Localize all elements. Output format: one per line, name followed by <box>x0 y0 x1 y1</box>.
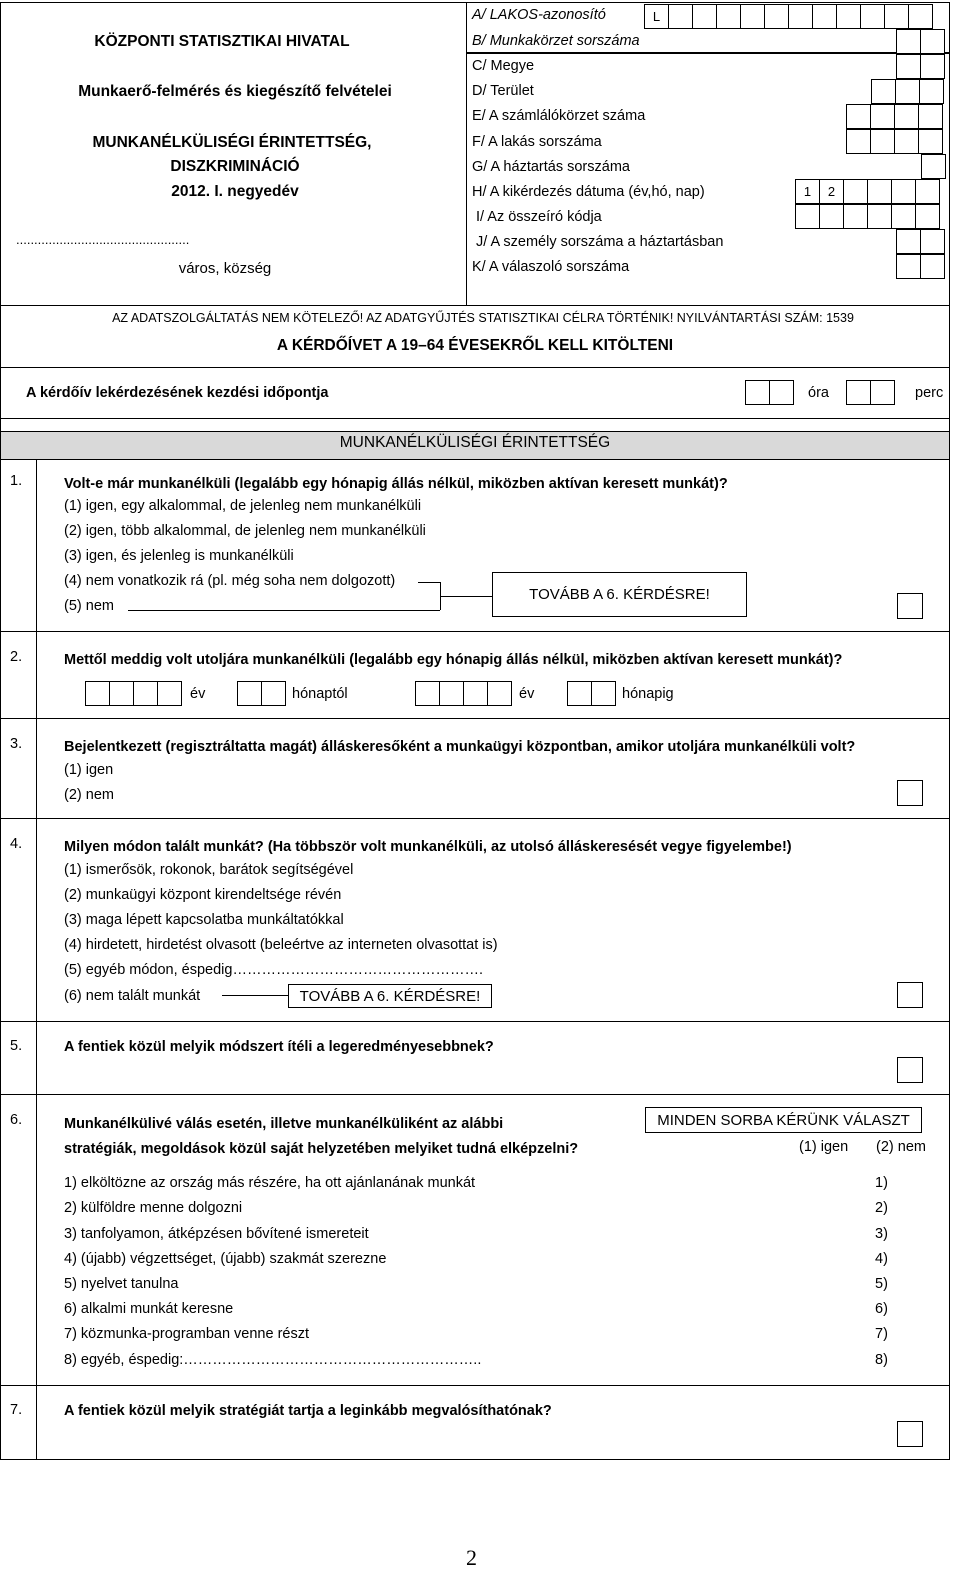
id-cell[interactable] <box>895 79 920 104</box>
q1-bracket-arrow <box>440 596 492 597</box>
q4-option-1: (1) ismerősök, rokonok, barátok segítségével <box>64 862 354 878</box>
q1-option-3: (3) igen, és jelenleg is munkanélküli <box>64 548 294 564</box>
id-b-underline <box>467 52 950 54</box>
id-cell[interactable] <box>870 129 895 154</box>
q1-number: 1. <box>10 473 23 489</box>
q6-answer-no-label: (2) nem <box>876 1139 926 1155</box>
q3-number: 3. <box>10 736 23 752</box>
minute-cell[interactable] <box>870 380 895 405</box>
id-h-label: H/ A kikérdezés dátuma (év,hó, nap) <box>472 184 705 200</box>
q6-item-5-code: 5) <box>875 1276 888 1292</box>
q3-text: Bejelentkezett (regisztráltatta magát) álláskeresőként a munkaügyi központban, amikor utoljára munkanélküli volt? <box>64 739 856 755</box>
q4-answer-box[interactable] <box>897 982 923 1008</box>
q1-skip-box <box>492 572 747 617</box>
id-cell[interactable] <box>915 179 940 204</box>
q1-option-2: (2) igen, több alkalommal, de jelenleg nem munkanélküli <box>64 523 426 539</box>
year-cell[interactable] <box>133 681 158 706</box>
id-cell[interactable] <box>843 179 868 204</box>
q3-answer-box[interactable] <box>897 780 923 806</box>
id-cell[interactable] <box>894 129 919 154</box>
q4-option-3: (3) maga lépett kapcsolatba munkáltatókkal <box>64 912 344 928</box>
id-k-label: K/ A válaszoló sorszáma <box>472 259 630 275</box>
q4-option-5: (5) egyéb módon, éspedig……………………………………………. <box>64 962 483 978</box>
id-cell[interactable] <box>896 229 921 254</box>
q6-item-1-code: 1) <box>875 1175 888 1191</box>
place-dots: ................................................ <box>16 232 190 247</box>
id-b-label: B/ Munkakörzet sorszáma <box>472 33 640 49</box>
id-d-label: D/ Terület <box>472 83 534 99</box>
month-cell[interactable] <box>567 681 592 706</box>
id-h-cells[interactable] <box>795 179 939 204</box>
q6-item-3: 3) tanfolyamon, átképzésen bővítené ismereteit <box>64 1226 369 1242</box>
q6-item-2-code: 2) <box>875 1200 888 1216</box>
q6-item-6: 6) alkalmi munkát keresne <box>64 1301 234 1317</box>
id-cell[interactable] <box>867 179 892 204</box>
q4-skip-box <box>288 984 492 1008</box>
q6-item-3-code: 3) <box>875 1226 888 1242</box>
survey-name: Munkaerő-felmérés és kiegészítő felvételei <box>78 83 392 100</box>
id-cell[interactable] <box>896 54 921 79</box>
id-cell[interactable] <box>836 4 861 29</box>
q6-item-4-code: 4) <box>875 1251 888 1267</box>
id-e-cells[interactable] <box>846 104 942 129</box>
id-cell[interactable] <box>896 254 921 279</box>
q6-text-line2: stratégiák, megoldások közül saját helyzetében melyiket tudná elképzelni? <box>64 1141 579 1157</box>
id-cell[interactable] <box>867 204 892 229</box>
q2-year1-label: év <box>190 686 206 702</box>
id-e-label: E/ A számlálókörzet száma <box>472 108 646 124</box>
q7-answer-box[interactable] <box>897 1421 923 1447</box>
id-cell[interactable] <box>918 104 943 129</box>
id-cell[interactable] <box>908 4 933 29</box>
id-h-prefill1: 1 <box>795 179 820 204</box>
header-divider <box>466 2 467 306</box>
id-b-cells[interactable] <box>896 29 944 54</box>
q6-item-1: 1) elköltözne az ország más részére, ha ott ajánlanának munkát <box>64 1175 476 1191</box>
q6-answer-yes-label: (1) igen <box>799 1139 849 1155</box>
year-cell[interactable] <box>157 681 182 706</box>
id-cell[interactable] <box>915 204 940 229</box>
year-cell[interactable] <box>415 681 440 706</box>
id-cell[interactable] <box>860 4 885 29</box>
id-cell[interactable] <box>716 4 741 29</box>
id-f-label: F/ A lakás sorszáma <box>472 134 602 150</box>
id-cell[interactable] <box>740 4 765 29</box>
id-cell[interactable] <box>764 4 789 29</box>
q5-text: A fentiek közül melyik módszert ítéli a legeredményesebbnek? <box>64 1039 494 1055</box>
q6-instruction: MINDEN SORBA KÉRÜNK VÁLASZT <box>657 1112 910 1129</box>
q2-number: 2. <box>10 649 23 665</box>
id-cell[interactable] <box>896 29 921 54</box>
q4-number: 4. <box>10 836 23 852</box>
id-d-cells[interactable] <box>871 79 943 104</box>
q-sep-4 <box>0 1021 950 1022</box>
id-c-label: C/ Megye <box>472 58 535 74</box>
start-time-label: A kérdőív lekérdezésének kezdési időpontja <box>26 385 329 401</box>
id-g-cells[interactable] <box>921 154 945 179</box>
id-cell[interactable] <box>920 254 945 279</box>
place-label: város, község <box>178 260 272 277</box>
id-cell[interactable] <box>843 204 868 229</box>
id-cell[interactable] <box>884 4 909 29</box>
id-h-prefill2: 2 <box>819 179 844 204</box>
q3-option-1: (1) igen <box>64 762 114 778</box>
id-j-cells[interactable] <box>896 229 944 254</box>
q6-item-4: 4) (újabb) végzettséget, (újabb) szakmát szerezne <box>64 1251 387 1267</box>
notice-text: AZ ADATSZOLGÁLTATÁS NEM KÖTELEZŐ! AZ ADATGYŰJTÉS STATISZTIKAI CÉLRA TÖRTÉNIK! NYILVÁNTARTÁSI SZÁM: 1539 <box>112 311 854 325</box>
q5-answer-box[interactable] <box>897 1057 923 1083</box>
q6-number: 6. <box>10 1112 23 1128</box>
id-i-label: I/ Az összeíró kódja <box>476 209 602 225</box>
id-cell[interactable] <box>920 54 945 79</box>
q-sep-5 <box>0 1094 950 1095</box>
id-a-label: A/ LAKOS-azonosító <box>472 7 606 23</box>
age-notice: A KÉRDŐÍVET A 19–64 ÉVESEKRŐL KELL KITÖLTENI <box>276 337 674 354</box>
id-cell[interactable] <box>891 204 916 229</box>
month-cell[interactable] <box>261 681 286 706</box>
minute-label: perc <box>915 385 944 401</box>
id-i-cells[interactable] <box>795 204 939 229</box>
page-number: 2 <box>466 1545 477 1570</box>
start-minute-cells[interactable] <box>846 380 894 405</box>
q1-bracket-bottom <box>128 610 440 611</box>
id-c-cells[interactable] <box>896 54 944 79</box>
q6-text-line1: Munkanélkülivé válás esetén, illetve munkanélküliként az alábbi <box>64 1116 504 1132</box>
id-cell[interactable] <box>788 4 813 29</box>
id-cell[interactable] <box>871 79 896 104</box>
q-sep-2 <box>0 718 950 719</box>
id-a-cells[interactable] <box>644 4 932 29</box>
id-f-cells[interactable] <box>846 129 942 154</box>
month-cell[interactable] <box>237 681 262 706</box>
q1-answer-box[interactable] <box>897 593 923 619</box>
survey-period: 2012. I. negyedév <box>171 183 299 200</box>
start-hour-cells[interactable] <box>745 380 793 405</box>
year-cell[interactable] <box>439 681 464 706</box>
year-cell[interactable] <box>487 681 512 706</box>
office-name: KÖZPONTI STATISZTIKAI HIVATAL <box>94 33 350 50</box>
id-cell[interactable] <box>920 29 945 54</box>
q6-item-2: 2) külföldre menne dolgozni <box>64 1200 243 1216</box>
id-j-label: J/ A személy sorszáma a háztartásban <box>476 234 724 250</box>
topic-line1: MUNKANÉLKÜLISÉGI ÉRINTETTSÉG, <box>92 134 372 151</box>
topic-line2: DISZKRIMINÁCIÓ <box>170 158 300 175</box>
q2-text: Mettől meddig volt utoljára munkanélküli (legalább egy hónapig állás nélkül, miközben aktívan keresett munkát)? <box>64 652 843 668</box>
q-sep-3 <box>0 818 950 819</box>
q2-from-year-cells[interactable] <box>85 681 181 706</box>
q3-option-2: (2) nem <box>64 787 114 803</box>
id-cell[interactable] <box>921 154 946 179</box>
q1-option-1: (1) igen, egy alkalommal, de jelenleg nem munkanélküli <box>64 498 422 514</box>
q1-skip-text: TOVÁBB A 6. KÉRDÉSRE! <box>529 586 710 603</box>
q2-to-month-cells[interactable] <box>567 681 615 706</box>
year-cell[interactable] <box>109 681 134 706</box>
q6-item-5: 5) nyelvet tanulna <box>64 1276 179 1292</box>
id-cell[interactable] <box>668 4 693 29</box>
q2-to-year-cells[interactable] <box>415 681 511 706</box>
q7-text: A fentiek közül melyik stratégiát tartja a leginkább megvalósíthatónak? <box>64 1403 552 1419</box>
q4-text: Milyen módon talált munkát? (Ha többször volt munkanélküli, az utolsó álláskeresését vegye figyelembe!) <box>64 839 792 855</box>
q-sep-1 <box>0 631 950 632</box>
q2-month1-label: hónaptól <box>292 686 348 702</box>
q6-item-8: 8) egyéb, éspedig:…………………………………………………….. <box>64 1352 482 1368</box>
q6-instruction-box <box>645 1107 922 1133</box>
id-cell[interactable] <box>920 229 945 254</box>
id-cell[interactable] <box>846 129 871 154</box>
month-cell[interactable] <box>591 681 616 706</box>
q2-month2-label: hónapig <box>622 686 674 702</box>
hour-cell[interactable] <box>769 380 794 405</box>
q4-option-2: (2) munkaügyi központ kirendeltsége révén <box>64 887 342 903</box>
q7-number: 7. <box>10 1402 23 1418</box>
id-cell[interactable] <box>795 204 820 229</box>
q4-skip-arrow <box>222 995 288 996</box>
id-k-cells[interactable] <box>896 254 944 279</box>
q6-item-8-code: 8) <box>875 1352 888 1368</box>
q4-option-4: (4) hirdetett, hirdetést olvasott (beleértve az interneten olvasottat is) <box>64 937 498 953</box>
id-cell[interactable] <box>819 204 844 229</box>
q1-option-5: (5) nem <box>64 598 114 614</box>
year-cell[interactable] <box>85 681 110 706</box>
id-cell[interactable] <box>870 104 895 129</box>
q6-item-7-code: 7) <box>875 1326 888 1342</box>
q6-item-6-code: 6) <box>875 1301 888 1317</box>
q5-number: 5. <box>10 1038 23 1054</box>
minute-cell[interactable] <box>846 380 871 405</box>
q4-skip-text: TOVÁBB A 6. KÉRDÉSRE! <box>299 988 481 1005</box>
number-column-divider <box>36 459 37 1460</box>
id-cell[interactable] <box>846 104 871 129</box>
id-cell[interactable] <box>692 4 717 29</box>
q-sep-6 <box>0 1385 950 1386</box>
q2-from-month-cells[interactable] <box>237 681 285 706</box>
id-cell[interactable] <box>894 104 919 129</box>
year-cell[interactable] <box>463 681 488 706</box>
id-cell[interactable] <box>891 179 916 204</box>
id-cell[interactable] <box>812 4 837 29</box>
id-g-label: G/ A háztartás sorszáma <box>472 159 630 175</box>
hour-cell[interactable] <box>745 380 770 405</box>
q4-option-6: (6) nem talált munkát <box>64 988 201 1004</box>
hour-label: óra <box>808 385 829 401</box>
id-cell[interactable] <box>919 79 944 104</box>
q6-item-7: 7) közmunka-programban venne részt <box>64 1326 310 1342</box>
q1-text: Volt-e már munkanélküli (legalább egy hónapig állás nélkül, miközben aktívan keresett munkát)? <box>64 476 728 492</box>
id-a-prefill: L <box>644 4 669 29</box>
q2-year2-label: év <box>519 686 535 702</box>
section-title: MUNKANÉLKÜLISÉGI ÉRINTETTSÉG <box>339 434 611 451</box>
q1-option-4: (4) nem vonatkozik rá (pl. még soha nem dolgozott) <box>64 573 396 589</box>
id-cell[interactable] <box>918 129 943 154</box>
q1-bracket-top <box>418 582 440 583</box>
